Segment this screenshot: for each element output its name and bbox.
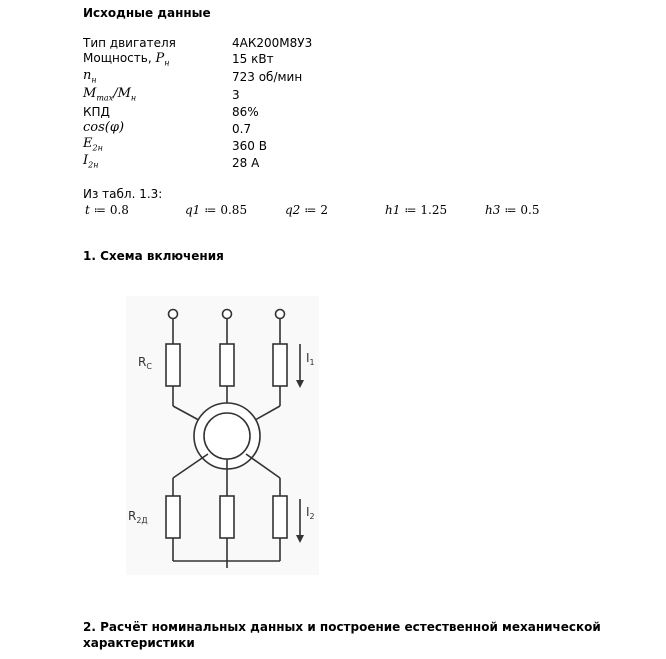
param-value-speed: 723 об/мин (232, 70, 303, 84)
param-label-torque-ratio: $M_{max}/M_н$ (83, 86, 137, 103)
param-label-e2n: $E_{2н}$ (83, 136, 103, 153)
terminal-1 (169, 310, 178, 319)
section-2-heading-line-2: характеристики (83, 636, 195, 650)
table-param-q1: q1 ≔ 0.85 (185, 203, 248, 217)
table-param-q2: q2 ≔ 2 (285, 203, 328, 217)
param-value-i2n: 28 А (232, 156, 260, 170)
section-1-heading: 1. Схема включения (83, 249, 224, 263)
table-param-h3: h3 ≔ 0.5 (485, 203, 540, 217)
param-value-power: 15 кВт (232, 52, 274, 66)
page-title: Исходные данные (83, 6, 211, 20)
param-label-efficiency: КПД (83, 105, 110, 119)
param-value-efficiency: 86% (232, 105, 259, 119)
label-i1: $I_1$ (306, 351, 315, 367)
terminal-2 (223, 310, 232, 319)
resistor-rc-3 (273, 344, 287, 386)
param-label-cos: cos(φ) (83, 120, 125, 135)
section-2-heading-line-1: 2. Расчёт номинальных данных и построение естественной механической (83, 620, 601, 634)
table-param-t: t ≔ 0.8 (85, 203, 129, 217)
resistor-rc-1 (166, 344, 180, 386)
param-label-engine-type: Тип двигателя (83, 36, 176, 50)
wiring-diagram (126, 296, 319, 575)
param-label-power: Мощность, $P_н$ (83, 51, 170, 68)
table-param-h1: h1 ≔ 1.25 (385, 203, 448, 217)
resistor-r2d-3 (273, 496, 287, 538)
param-value-e2n: 360 В (232, 139, 267, 153)
label-r2d: $R_{2Д}$ (128, 509, 148, 525)
label-i2: $I_2$ (306, 505, 315, 521)
resistor-rc-2 (220, 344, 234, 386)
param-label-speed: $n_н$ (83, 68, 97, 85)
resistor-r2d-1 (166, 496, 180, 538)
label-rc: $R_C$ (138, 355, 152, 371)
param-value-engine-type: 4АК200М8У3 (232, 36, 313, 50)
table-reference: Из табл. 1.3: (83, 187, 163, 201)
resistor-r2d-2 (220, 496, 234, 538)
terminal-3 (276, 310, 285, 319)
motor-rotor (204, 413, 250, 459)
param-label-i2n: $I_{2н}$ (83, 153, 99, 170)
param-value-cos: 0.7 (232, 122, 252, 136)
param-value-torque-ratio: 3 (232, 88, 240, 102)
